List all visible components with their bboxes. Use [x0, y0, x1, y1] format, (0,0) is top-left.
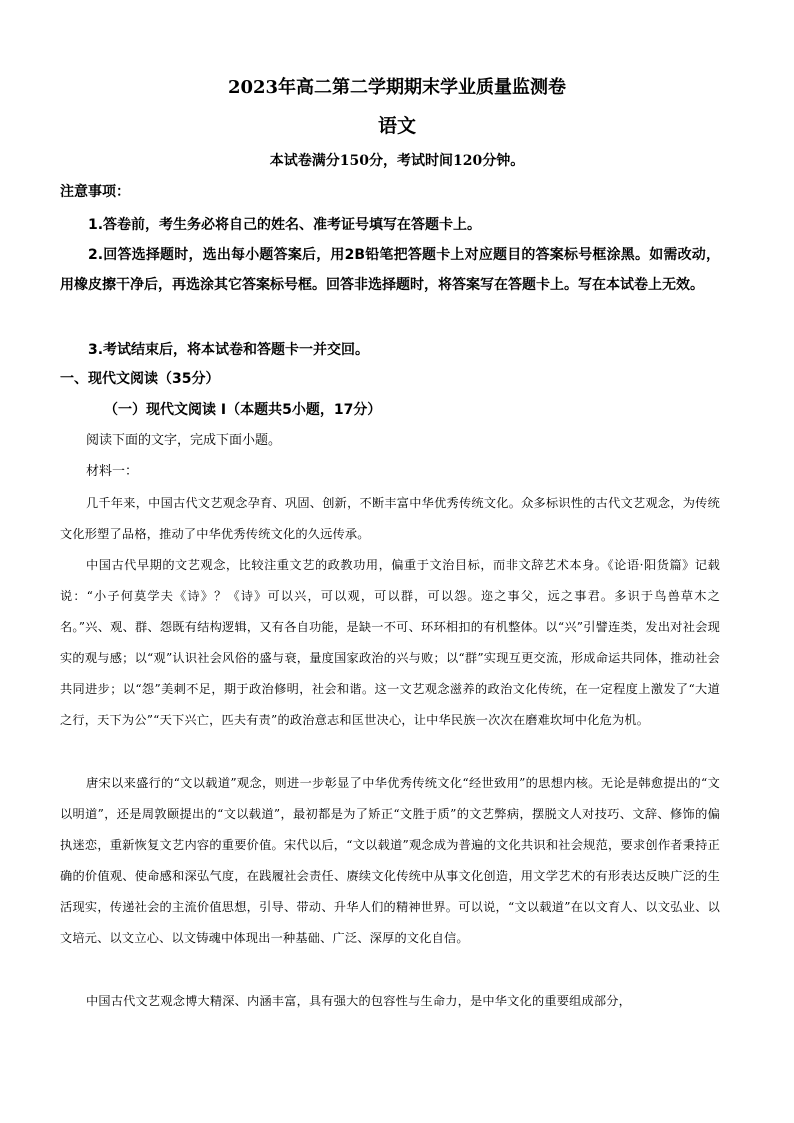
notice-item-1: 1.答卷前，考生务必将自己的姓名、准考证号填写在答题卡上。	[88, 217, 482, 233]
subject-title: 语文	[377, 115, 416, 137]
notice-item-3: 3.考试结束后，将本试卷和答题卡一并交回。	[88, 342, 370, 358]
notice-item-2: 2.回答选择题时，选出每小题答案后，用2B铅笔把答题卡上对应题目的答案标号框涂黑。如需改动，用橡皮擦干净后，再选涂其它答案标号框。回答非选择题时，将答案写在答题卡上。写在本试卷上无效。	[60, 247, 720, 293]
subsection-heading: （一）现代文阅读 I（本题共5小题，17分）	[104, 402, 382, 418]
material-label: 材料一：	[86, 464, 139, 479]
body-paragraph-2: 中国古代早期的文艺观念，比较注重文艺的政教功用，偏重于文治目标，而非文辞艺术本身。《论语·阳货篇》记载说：“小子何莫学夫《诗》？《诗》可以兴，可以观，可以群，可以怨。迩之事父，远之事君。多识于鸟兽草木之名。”兴、观、群、怨既有结构逻辑，又有各自功能，是缺一不可、环环相扣的有机整体。以“兴”引譬连类，发出对社会现实的观与感；以“观”认识社会风俗的盛与衰，量度国家政治的兴与败；以“群”实现互更交流，形成命运共同体，推动社会共同进步；以“怨”美刺不足，期于政治修明，社会和谐。这一文艺观念滋养的政治文化传统，在一定程度上激发了“大道之行，天下为公”“天下兴亡，匹夫有责”的政治意志和匡世决心，让中华民族一次次在磨难坎坷中化危为机。	[60, 558, 720, 727]
body-paragraph-1: 几千年来，中国古代文艺观念孕育、巩固、创新，不断丰富中华优秀传统文化。众多标识性的古代文艺观念，为传统文化形塑了品格，推动了中华优秀传统文化的久远传承。	[60, 496, 720, 541]
body-paragraph-4: 中国古代文艺观念博大精深、内涵丰富，具有强大的包容性与生命力，是中华文化的重要组成部分，	[86, 994, 632, 1008]
exam-note: 本试卷满分150分，考试时间120分钟。	[269, 153, 525, 169]
exam-title: 2023年高二第二学期期末学业质量监测卷	[227, 77, 567, 98]
reading-instruction: 阅读下面的文字，完成下面小题。	[86, 433, 282, 448]
section-heading: 一、现代文阅读（35分）	[60, 371, 220, 387]
notice-heading: 注意事项：	[60, 184, 130, 200]
body-paragraph-3: 唐宋以来盛行的“文以载道”观念，则进一步彰显了中华优秀传统文化“经世致用”的思想内核。无论是韩愈提出的“文以明道”，还是周敦颐提出的“文以载道”，最初都是为了矫正“文胜于质”的文艺弊病，摆脱文人对技巧、文辞、修饰的偏执迷恋，重新恢复文艺内容的重要价值。宋代以后，“文以载道”观念成为普遍的文化共识和社会规范，要求创作者秉持正确的价值观、使命感和深弘气度，在践履社会责任、赓续文化传统中从事文化创造，用文学艺术的有形表达反映广泛的生活现实，传递社会的主流价值思想，引导、带动、升华人们的精神世界。可以说，“文以载道”在以文育人、以文弘业、以文培元、以文立心、以文铸魂中体现出一种基础、广泛、深厚的文化自信。	[60, 776, 720, 945]
